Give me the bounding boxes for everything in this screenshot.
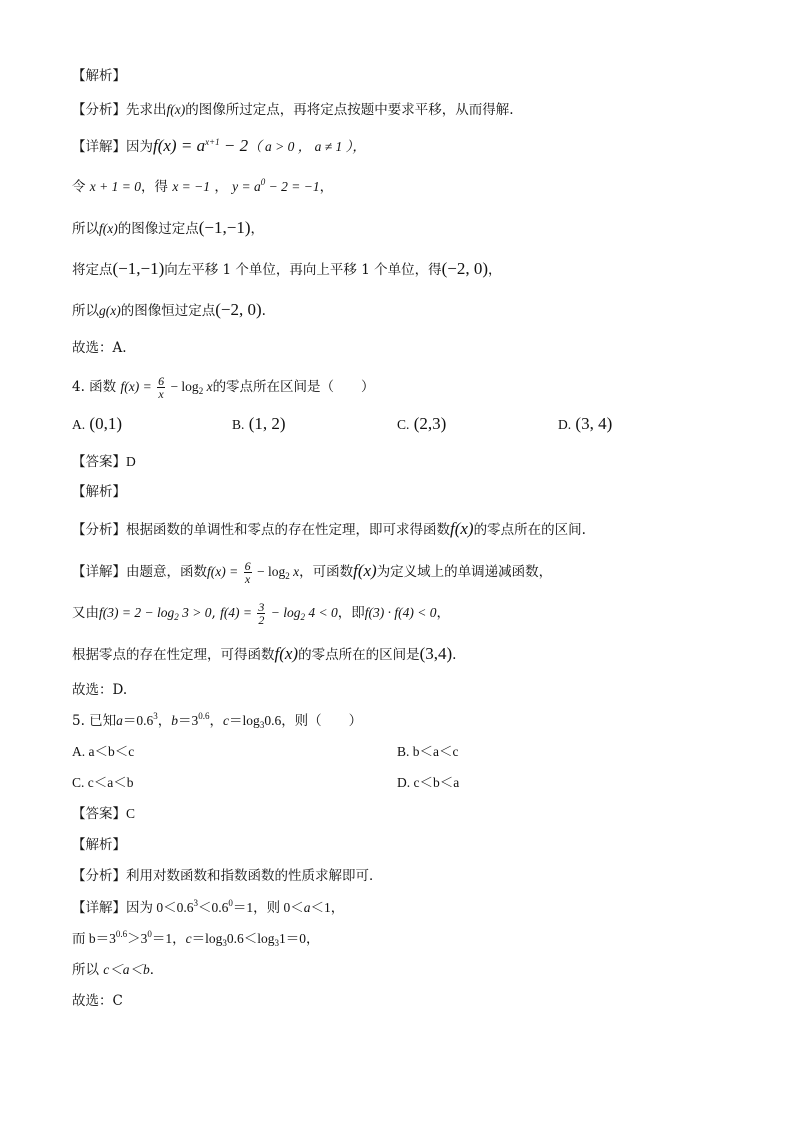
option-b: B. b＜a＜c xyxy=(397,744,459,759)
math-eq: f(3) · f(4) < 0 xyxy=(364,605,437,620)
text: ， xyxy=(250,221,264,237)
text: 所以 xyxy=(72,303,99,319)
text: ，可函数 xyxy=(299,564,354,580)
math-point: (−1,−1) xyxy=(112,259,165,278)
analysis-line xyxy=(72,100,754,120)
math-fx: f(x) xyxy=(450,519,474,538)
answer-line: 故选：C xyxy=(72,993,123,1009)
condition: （ a > 0 ， a ≠ 1 ）， xyxy=(248,139,366,154)
fraction: $\frac{6}{x}$ xyxy=(158,374,165,401)
question-4-stem xyxy=(72,372,754,402)
math-point: (−1,−1) xyxy=(198,218,251,237)
option-b: B. (1, 2) xyxy=(232,414,286,433)
analysis-heading: 【解析】 xyxy=(72,484,126,500)
answer-value: D xyxy=(126,454,136,469)
analysis-tag: 【分析】 xyxy=(72,102,126,118)
math-fx: f(x) xyxy=(166,102,186,117)
detail-line-2 xyxy=(72,598,754,628)
math-interval: (3,4) xyxy=(419,644,453,663)
detail-line-2 xyxy=(72,929,754,949)
answer-tag: 【答案】 xyxy=(72,806,126,822)
analysis-heading: 【解析】 xyxy=(72,837,126,853)
math-eq: $y = a^0 - 2 = -1$ xyxy=(232,177,320,194)
analysis-tag: 【分析】 xyxy=(72,868,126,884)
analysis-line xyxy=(72,866,754,886)
question-4-answer xyxy=(72,452,754,472)
fraction: $\frac{3}{2}$ xyxy=(258,600,265,627)
text: ， xyxy=(488,262,502,278)
text: ． xyxy=(149,962,164,978)
detail-line-5 xyxy=(72,300,754,320)
option-c: C. c＜a＜b xyxy=(72,775,134,790)
math-log: − $\log_2 x$ xyxy=(167,379,213,396)
detail-tag: 【详解】 xyxy=(72,900,126,916)
text: . xyxy=(452,647,457,663)
analysis-line xyxy=(72,519,754,539)
math-fx-def: $f(x) = a^{x+1} - 2$ xyxy=(153,136,249,155)
math-fx: f(x) = xyxy=(207,564,242,579)
text: 的图像过定点 xyxy=(117,221,199,237)
text: 先求出 xyxy=(126,102,167,118)
math-fx: f(x) xyxy=(274,644,299,663)
math-order: c＜a＜b xyxy=(103,962,150,977)
text: 由题意，函数 xyxy=(126,564,207,580)
text: . xyxy=(261,303,266,319)
answer-value: C xyxy=(126,806,136,821)
math-eq: x + 1 = 0 xyxy=(89,179,142,194)
math-gx: g(x) xyxy=(99,303,121,318)
option-a: A. a＜b＜c xyxy=(72,744,135,759)
detail-line-2 xyxy=(72,177,754,197)
option-a: A. (0,1) xyxy=(72,414,122,433)
answer-tag: 【答案】 xyxy=(72,454,126,470)
text: 将定点 xyxy=(72,262,113,278)
detail-line-1 xyxy=(72,898,754,918)
text: 根据零点的存在性定理，可得函数 xyxy=(72,647,275,663)
value-b: $=3^{0.6}$ xyxy=(178,711,210,728)
detail-line-3 xyxy=(72,644,754,664)
text: 令 xyxy=(72,179,90,195)
text: ，得 xyxy=(141,179,173,195)
math-point: (−2, 0) xyxy=(441,259,489,278)
question-5-options-row-2 xyxy=(72,773,754,793)
text: ， xyxy=(436,605,451,621)
text: ， xyxy=(210,179,233,195)
detail-line-4 xyxy=(72,259,754,279)
question-4-options xyxy=(72,414,754,434)
option-d: D. c＜b＜a xyxy=(397,775,460,790)
text: 所以 xyxy=(72,962,104,978)
math-point: (−2, 0) xyxy=(215,300,262,319)
text: 的图像所过定点，再将定点按题中要求平移，从而得解. xyxy=(185,102,514,118)
text: 向左平移 1 个单位，再向上平移 1 个单位，得 xyxy=(164,262,442,278)
question-5-stem: 5. 已知$a=0.6^3$，$b=3^{0.6}$，$c=\log_30.6$，则（ ） xyxy=(72,711,363,730)
text: 的零点所在的区间. xyxy=(473,522,586,538)
answer-line: 故选：A. xyxy=(72,340,127,356)
detail-line-3 xyxy=(72,960,754,980)
math-fx: f(x) = xyxy=(120,379,156,394)
text: ，即 xyxy=(337,605,365,621)
detail-line-1 xyxy=(72,556,754,586)
math-fx: f(x) xyxy=(353,561,377,580)
math-inequality: 因为 $0<0.6^3<0.6^0=1$，则 0＜a＜1， xyxy=(126,898,345,915)
math-eq: f(4) = xyxy=(220,605,256,620)
analysis-tag: 【分析】 xyxy=(72,522,126,538)
text: 的零点所在区间是（ ） xyxy=(212,379,375,395)
math-log: − $\log_2 x$ xyxy=(253,564,300,581)
math-eq: $f(3) = 2 - \log_2 3 > 0$ xyxy=(99,605,212,622)
fraction: $\frac{6}{x}$ xyxy=(244,559,251,586)
math-eq: x = −1 xyxy=(172,179,211,194)
answer-line: 故选：D. xyxy=(72,682,128,698)
text: 所以 xyxy=(72,221,99,237)
question-5-answer xyxy=(72,804,754,824)
detail-line-3 xyxy=(72,218,754,238)
text: 为定义域上的单调递减函数， xyxy=(376,564,553,580)
text: 利用对数函数和指数函数的性质求解即可． xyxy=(126,868,383,884)
math-fx: f(x) xyxy=(99,221,118,236)
text: 又由 xyxy=(72,605,99,621)
text: 的零点所在的区间是 xyxy=(298,647,420,663)
text: ， xyxy=(319,179,334,195)
option-d: D. (3, 4) xyxy=(558,414,613,433)
math-eq: − $\log_2 4 < 0$ xyxy=(267,605,338,622)
analysis-heading: 【解析】 xyxy=(72,68,126,84)
text: , xyxy=(211,605,221,621)
detail-line-1 xyxy=(72,136,754,156)
text: 5. 已知 xyxy=(72,713,117,729)
math-inequality: 而 $b=3^{0.6}>3^0=1$，$c=\log_30.6<\log_31=0$， xyxy=(72,929,320,948)
detail-tag: 【详解】 xyxy=(72,564,126,580)
text: 因为 xyxy=(126,139,153,155)
detail-tag: 【详解】 xyxy=(72,139,126,155)
text: 根据函数的单调性和零点的存在性定理，即可求得函数 xyxy=(126,522,450,538)
text: 4. 函数 xyxy=(72,379,121,395)
value-c: $=\log_30.6$，则（ ） xyxy=(229,713,363,730)
value-a: $=0.6^3$ xyxy=(122,711,158,728)
option-c: C. (2,3) xyxy=(397,414,447,433)
question-5-options-row-1 xyxy=(72,742,754,762)
text: 的图像恒过定点 xyxy=(120,303,216,319)
